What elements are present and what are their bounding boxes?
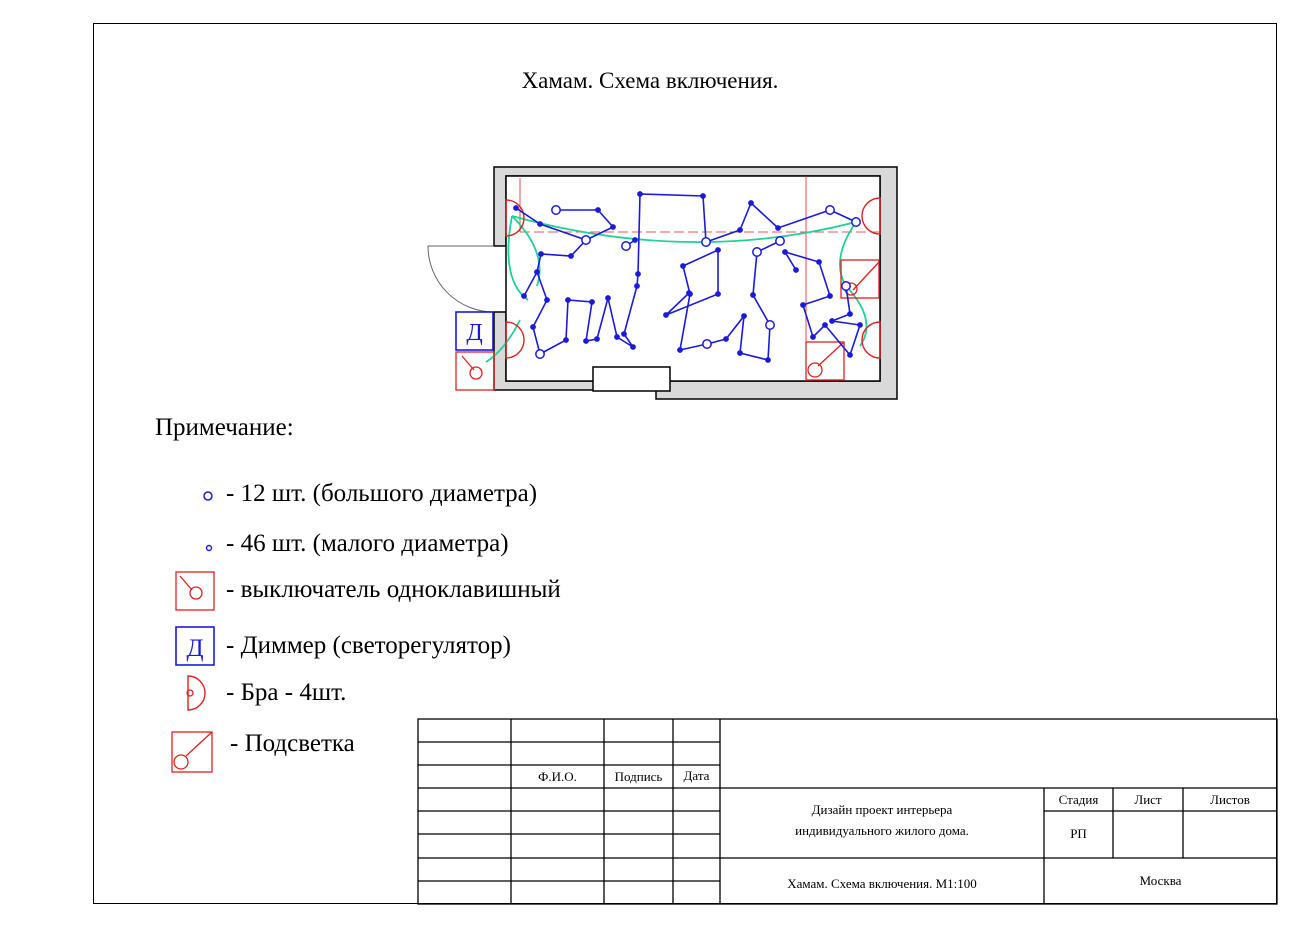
legend-heading: Примечание: [155,414,294,441]
project-line-2: индивидуального жилого дома. [795,823,969,838]
project-line-1: Дизайн проект интерьера [811,802,953,817]
signature-header: Подпись [614,769,663,784]
stage-header: Стадия [1058,792,1099,807]
legend-item-large: - 12 шт. (большого диаметра) [226,480,538,507]
fio-header: Ф.И.О. [538,769,577,784]
date-header: Дата [683,768,710,783]
drawing-title: Хамам. Схема включения. М1:100 [787,876,977,891]
stage-value: РП [1070,826,1087,841]
city: Москва [1139,873,1182,888]
sheets-header: Листов [1210,792,1250,807]
legend-item-dimmer: - Диммер (светорегулятор) [226,632,511,659]
legend-item-switch: - выключатель одноклавишный [226,576,561,603]
sheet-title: Хамам. Схема включения. [521,68,779,93]
dimmer-letter: Д [466,320,483,346]
legend-item-sconce: - Бра - 4шт. [226,679,347,706]
legend-item-small: - 46 шт. (малого диаметра) [226,530,509,557]
legend-item-backlight: - Подсветка [230,730,355,757]
dimmer-letter: Д [186,635,204,662]
sheet-header: Лист [1134,792,1162,807]
